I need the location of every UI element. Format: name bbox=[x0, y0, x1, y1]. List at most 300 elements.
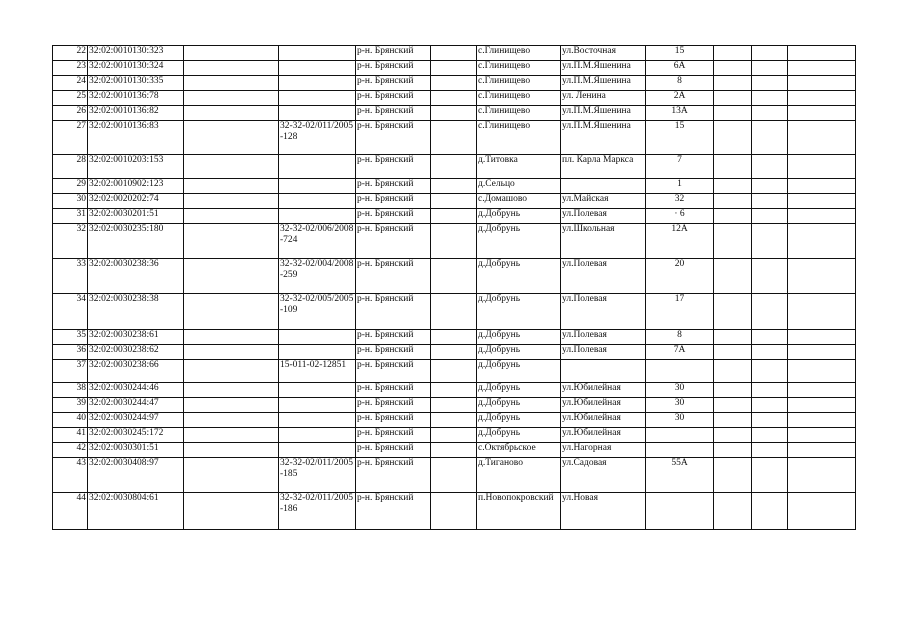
settlement-cell: с.Глинищево bbox=[477, 91, 561, 106]
blank-cell-cell bbox=[184, 294, 279, 330]
row-number-cell: 27 bbox=[53, 121, 88, 155]
settlement-cell: с.Глинищево bbox=[477, 106, 561, 121]
settlement-cell: с.Глинищево bbox=[477, 76, 561, 91]
blank-cell-cell bbox=[714, 155, 752, 179]
cadastral-number-cell: 32:02:0020202:74 bbox=[88, 194, 184, 209]
blank-cell-cell bbox=[714, 493, 752, 530]
house-number-cell: 30 bbox=[646, 413, 714, 428]
table-row bbox=[53, 76, 856, 91]
cadastral-number-cell: 32:02:0030245:172 bbox=[88, 428, 184, 443]
cadastral-number-cell: 32:02:0030244:47 bbox=[88, 398, 184, 413]
blank-cell-cell bbox=[788, 209, 856, 224]
row-number-cell: 34 bbox=[53, 294, 88, 330]
blank-cell-cell bbox=[184, 155, 279, 179]
blank-cell-cell bbox=[714, 259, 752, 294]
street-cell: ул.П.М.Яшенина bbox=[561, 76, 646, 91]
blank-cell-cell bbox=[431, 428, 477, 443]
blank-cell-cell bbox=[431, 209, 477, 224]
row-number-cell: 22 bbox=[53, 46, 88, 61]
registration-number-cell bbox=[279, 194, 356, 209]
cadastral-number-cell: 32:02:0010902:123 bbox=[88, 179, 184, 194]
blank-cell-cell bbox=[714, 383, 752, 398]
table-row bbox=[53, 330, 856, 345]
registration-number-cell bbox=[279, 413, 356, 428]
registration-number-cell bbox=[279, 383, 356, 398]
blank-cell-cell bbox=[788, 155, 856, 179]
registration-number-cell: 32-32-02/004/2008-259 bbox=[279, 259, 356, 294]
blank-cell-cell bbox=[788, 428, 856, 443]
street-cell: ул.П.М.Яшенина bbox=[561, 121, 646, 155]
blank-cell-cell bbox=[184, 46, 279, 61]
house-number-cell: 8 bbox=[646, 330, 714, 345]
blank-cell-cell bbox=[431, 330, 477, 345]
house-number-cell: 55А bbox=[646, 458, 714, 493]
row-number-cell: 33 bbox=[53, 259, 88, 294]
district-cell: р-н. Брянский bbox=[356, 360, 431, 383]
blank-cell-cell bbox=[184, 209, 279, 224]
blank-cell-cell bbox=[714, 76, 752, 91]
row-number-cell: 23 bbox=[53, 61, 88, 76]
street-cell: ул.Юбилейная bbox=[561, 428, 646, 443]
blank-cell-cell bbox=[788, 398, 856, 413]
blank-cell-cell bbox=[184, 91, 279, 106]
house-number-cell: 8 bbox=[646, 76, 714, 91]
blank-cell-cell bbox=[752, 106, 788, 121]
row-number-cell: 44 bbox=[53, 493, 88, 530]
street-cell: ул.П.М.Яшенина bbox=[561, 61, 646, 76]
district-cell: р-н. Брянский bbox=[356, 443, 431, 458]
street-cell bbox=[561, 179, 646, 194]
blank-cell-cell bbox=[752, 224, 788, 259]
blank-cell-cell bbox=[184, 443, 279, 458]
house-number-cell: 30 bbox=[646, 398, 714, 413]
blank-cell-cell bbox=[714, 61, 752, 76]
blank-cell-cell bbox=[714, 46, 752, 61]
blank-cell-cell bbox=[714, 360, 752, 383]
blank-cell-cell bbox=[788, 294, 856, 330]
table-row bbox=[53, 121, 856, 155]
house-number-cell: 7 bbox=[646, 155, 714, 179]
house-number-cell: 1 bbox=[646, 179, 714, 194]
blank-cell-cell bbox=[431, 91, 477, 106]
street-cell bbox=[561, 360, 646, 383]
table-row bbox=[53, 458, 856, 493]
blank-cell-cell bbox=[184, 458, 279, 493]
blank-cell-cell bbox=[431, 155, 477, 179]
settlement-cell: с.Глинищево bbox=[477, 121, 561, 155]
table-row bbox=[53, 46, 856, 61]
blank-cell-cell bbox=[788, 493, 856, 530]
blank-cell-cell bbox=[431, 224, 477, 259]
blank-cell-cell bbox=[184, 179, 279, 194]
cadastral-number-cell: 32:02:0030244:46 bbox=[88, 383, 184, 398]
registration-number-cell: 32-32-02/005/2005-109 bbox=[279, 294, 356, 330]
blank-cell-cell bbox=[788, 121, 856, 155]
blank-cell-cell bbox=[184, 360, 279, 383]
district-cell: р-н. Брянский bbox=[356, 76, 431, 91]
blank-cell-cell bbox=[431, 179, 477, 194]
table-row bbox=[53, 294, 856, 330]
blank-cell-cell bbox=[714, 91, 752, 106]
row-number-cell: 31 bbox=[53, 209, 88, 224]
settlement-cell: д.Тиганово bbox=[477, 458, 561, 493]
blank-cell-cell bbox=[714, 106, 752, 121]
settlement-cell: д.Сельцо bbox=[477, 179, 561, 194]
street-cell: ул.Нагорная bbox=[561, 443, 646, 458]
blank-cell-cell bbox=[184, 398, 279, 413]
blank-cell-cell bbox=[752, 330, 788, 345]
settlement-cell: с.Октябрьское bbox=[477, 443, 561, 458]
table-row bbox=[53, 428, 856, 443]
cadastral-number-cell: 32:02:0030804:61 bbox=[88, 493, 184, 530]
street-cell: ул.Полевая bbox=[561, 345, 646, 360]
table-body bbox=[53, 46, 856, 530]
house-number-cell: 7А bbox=[646, 345, 714, 360]
blank-cell-cell bbox=[752, 194, 788, 209]
blank-cell-cell bbox=[431, 121, 477, 155]
blank-cell-cell bbox=[714, 294, 752, 330]
cadastral-number-cell: 32:02:0030238:36 bbox=[88, 259, 184, 294]
house-number-cell: 13А bbox=[646, 106, 714, 121]
blank-cell-cell bbox=[431, 360, 477, 383]
blank-cell-cell bbox=[788, 259, 856, 294]
district-cell: р-н. Брянский bbox=[356, 61, 431, 76]
house-number-cell: 32 bbox=[646, 194, 714, 209]
blank-cell-cell bbox=[184, 330, 279, 345]
house-number-cell bbox=[646, 493, 714, 530]
blank-cell-cell bbox=[431, 76, 477, 91]
street-cell: ул.Полевая bbox=[561, 330, 646, 345]
settlement-cell: д.Титовка bbox=[477, 155, 561, 179]
table-row bbox=[53, 345, 856, 360]
blank-cell-cell bbox=[184, 413, 279, 428]
registration-number-cell bbox=[279, 428, 356, 443]
blank-cell-cell bbox=[714, 121, 752, 155]
blank-cell-cell bbox=[752, 345, 788, 360]
blank-cell-cell bbox=[788, 46, 856, 61]
row-number-cell: 29 bbox=[53, 179, 88, 194]
registration-number-cell bbox=[279, 61, 356, 76]
property-registry-table bbox=[52, 45, 856, 530]
blank-cell-cell bbox=[752, 294, 788, 330]
blank-cell-cell bbox=[431, 398, 477, 413]
cadastral-number-cell: 32:02:0010136:82 bbox=[88, 106, 184, 121]
settlement-cell: д.Добрунь bbox=[477, 209, 561, 224]
blank-cell-cell bbox=[184, 345, 279, 360]
district-cell: р-н. Брянский bbox=[356, 224, 431, 259]
blank-cell-cell bbox=[752, 428, 788, 443]
table-row bbox=[53, 194, 856, 209]
house-number-cell: 17 bbox=[646, 294, 714, 330]
district-cell: р-н. Брянский bbox=[356, 46, 431, 61]
blank-cell-cell bbox=[184, 428, 279, 443]
settlement-cell: д.Добрунь bbox=[477, 428, 561, 443]
cadastral-number-cell: 32:02:0010130:323 bbox=[88, 46, 184, 61]
table-row bbox=[53, 259, 856, 294]
row-number-cell: 38 bbox=[53, 383, 88, 398]
settlement-cell: п.Новопокровский bbox=[477, 493, 561, 530]
cadastral-number-cell: 32:02:0010130:324 bbox=[88, 61, 184, 76]
row-number-cell: 26 bbox=[53, 106, 88, 121]
row-number-cell: 41 bbox=[53, 428, 88, 443]
house-number-cell: 30 bbox=[646, 383, 714, 398]
district-cell: р-н. Брянский bbox=[356, 428, 431, 443]
street-cell: ул.Полевая bbox=[561, 294, 646, 330]
blank-cell-cell bbox=[431, 106, 477, 121]
registration-number-cell: 32-32-02/011/2005-185 bbox=[279, 458, 356, 493]
street-cell: ул.Полевая bbox=[561, 259, 646, 294]
table-row bbox=[53, 209, 856, 224]
street-cell: ул.Новая bbox=[561, 493, 646, 530]
settlement-cell: д.Добрунь bbox=[477, 330, 561, 345]
row-number-cell: 42 bbox=[53, 443, 88, 458]
row-number-cell: 43 bbox=[53, 458, 88, 493]
registration-number-cell: 15-011-02-12851 bbox=[279, 360, 356, 383]
blank-cell-cell bbox=[788, 224, 856, 259]
district-cell: р-н. Брянский bbox=[356, 91, 431, 106]
cadastral-number-cell: 32:02:0030238:61 bbox=[88, 330, 184, 345]
blank-cell-cell bbox=[788, 106, 856, 121]
district-cell: р-н. Брянский bbox=[356, 294, 431, 330]
table-row bbox=[53, 413, 856, 428]
registration-number-cell bbox=[279, 155, 356, 179]
district-cell: р-н. Брянский bbox=[356, 493, 431, 530]
settlement-cell: с.Домашово bbox=[477, 194, 561, 209]
blank-cell-cell bbox=[788, 330, 856, 345]
blank-cell-cell bbox=[788, 413, 856, 428]
registration-number-cell bbox=[279, 398, 356, 413]
blank-cell-cell bbox=[184, 76, 279, 91]
blank-cell-cell bbox=[431, 61, 477, 76]
blank-cell-cell bbox=[431, 194, 477, 209]
district-cell: р-н. Брянский bbox=[356, 209, 431, 224]
blank-cell-cell bbox=[788, 360, 856, 383]
blank-cell-cell bbox=[752, 46, 788, 61]
settlement-cell: д.Добрунь bbox=[477, 259, 561, 294]
house-number-cell: 6А bbox=[646, 61, 714, 76]
blank-cell-cell bbox=[788, 76, 856, 91]
row-number-cell: 32 bbox=[53, 224, 88, 259]
settlement-cell: д.Добрунь bbox=[477, 360, 561, 383]
house-number-cell: 12А bbox=[646, 224, 714, 259]
settlement-cell: д.Добрунь bbox=[477, 413, 561, 428]
street-cell: ул.Юбилейная bbox=[561, 383, 646, 398]
blank-cell-cell bbox=[184, 121, 279, 155]
blank-cell-cell bbox=[752, 259, 788, 294]
blank-cell-cell bbox=[184, 224, 279, 259]
blank-cell-cell bbox=[788, 443, 856, 458]
registration-number-cell bbox=[279, 46, 356, 61]
street-cell: ул.Садовая bbox=[561, 458, 646, 493]
blank-cell-cell bbox=[752, 209, 788, 224]
cadastral-number-cell: 32:02:0030244:97 bbox=[88, 413, 184, 428]
table-row bbox=[53, 493, 856, 530]
street-cell: ул.Юбилейная bbox=[561, 413, 646, 428]
house-number-cell bbox=[646, 443, 714, 458]
district-cell: р-н. Брянский bbox=[356, 121, 431, 155]
blank-cell-cell bbox=[184, 61, 279, 76]
registration-number-cell bbox=[279, 76, 356, 91]
table-row bbox=[53, 443, 856, 458]
row-number-cell: 36 bbox=[53, 345, 88, 360]
settlement-cell: д.Добрунь bbox=[477, 383, 561, 398]
blank-cell-cell bbox=[752, 360, 788, 383]
street-cell: ул. Ленина bbox=[561, 91, 646, 106]
row-number-cell: 24 bbox=[53, 76, 88, 91]
blank-cell-cell bbox=[184, 106, 279, 121]
table-row bbox=[53, 179, 856, 194]
blank-cell-cell bbox=[752, 493, 788, 530]
blank-cell-cell bbox=[752, 458, 788, 493]
blank-cell-cell bbox=[431, 46, 477, 61]
street-cell: пл. Карла Маркса bbox=[561, 155, 646, 179]
row-number-cell: 35 bbox=[53, 330, 88, 345]
district-cell: р-н. Брянский bbox=[356, 155, 431, 179]
table-row bbox=[53, 224, 856, 259]
blank-cell-cell bbox=[431, 259, 477, 294]
cadastral-number-cell: 32:02:0030238:38 bbox=[88, 294, 184, 330]
blank-cell-cell bbox=[714, 345, 752, 360]
row-number-cell: 28 bbox=[53, 155, 88, 179]
blank-cell-cell bbox=[788, 458, 856, 493]
registration-number-cell bbox=[279, 209, 356, 224]
blank-cell-cell bbox=[714, 209, 752, 224]
blank-cell-cell bbox=[714, 428, 752, 443]
blank-cell-cell bbox=[714, 224, 752, 259]
district-cell: р-н. Брянский bbox=[356, 106, 431, 121]
registration-number-cell bbox=[279, 345, 356, 360]
cadastral-number-cell: 32:02:0010203:153 bbox=[88, 155, 184, 179]
table-row bbox=[53, 155, 856, 179]
district-cell: р-н. Брянский bbox=[356, 259, 431, 294]
settlement-cell: с.Глинищево bbox=[477, 61, 561, 76]
blank-cell-cell bbox=[431, 458, 477, 493]
cadastral-number-cell: 32:02:0030408:97 bbox=[88, 458, 184, 493]
blank-cell-cell bbox=[788, 91, 856, 106]
blank-cell-cell bbox=[752, 76, 788, 91]
district-cell: р-н. Брянский bbox=[356, 383, 431, 398]
row-number-cell: 25 bbox=[53, 91, 88, 106]
blank-cell-cell bbox=[752, 443, 788, 458]
district-cell: р-н. Брянский bbox=[356, 458, 431, 493]
house-number-cell bbox=[646, 428, 714, 443]
cadastral-number-cell: 32:02:0030238:62 bbox=[88, 345, 184, 360]
table-row bbox=[53, 398, 856, 413]
blank-cell-cell bbox=[714, 398, 752, 413]
cadastral-number-cell: 32:02:0030301:51 bbox=[88, 443, 184, 458]
blank-cell-cell bbox=[431, 413, 477, 428]
blank-cell-cell bbox=[431, 383, 477, 398]
district-cell: р-н. Брянский bbox=[356, 194, 431, 209]
blank-cell-cell bbox=[431, 493, 477, 530]
district-cell: р-н. Брянский bbox=[356, 413, 431, 428]
street-cell: ул.Майская bbox=[561, 194, 646, 209]
house-number-cell: 15 bbox=[646, 121, 714, 155]
registration-number-cell bbox=[279, 330, 356, 345]
blank-cell-cell bbox=[431, 443, 477, 458]
blank-cell-cell bbox=[752, 121, 788, 155]
street-cell: ул.Школьная bbox=[561, 224, 646, 259]
cadastral-number-cell: 32:02:0030201:51 bbox=[88, 209, 184, 224]
blank-cell-cell bbox=[752, 155, 788, 179]
row-number-cell: 30 bbox=[53, 194, 88, 209]
table-row bbox=[53, 360, 856, 383]
district-cell: р-н. Брянский bbox=[356, 345, 431, 360]
house-number-cell: 2А bbox=[646, 91, 714, 106]
street-cell: ул.Полевая bbox=[561, 209, 646, 224]
blank-cell-cell bbox=[714, 330, 752, 345]
street-cell: ул.П.М.Яшенина bbox=[561, 106, 646, 121]
row-number-cell: 39 bbox=[53, 398, 88, 413]
blank-cell-cell bbox=[714, 458, 752, 493]
blank-cell-cell bbox=[752, 91, 788, 106]
settlement-cell: д.Добрунь bbox=[477, 398, 561, 413]
cadastral-number-cell: 32:02:0010130:335 bbox=[88, 76, 184, 91]
settlement-cell: д.Добрунь bbox=[477, 294, 561, 330]
blank-cell-cell bbox=[714, 194, 752, 209]
row-number-cell: 37 bbox=[53, 360, 88, 383]
table-row bbox=[53, 91, 856, 106]
blank-cell-cell bbox=[788, 179, 856, 194]
registration-number-cell: 32-32-02/011/2005-128 bbox=[279, 121, 356, 155]
blank-cell-cell bbox=[184, 259, 279, 294]
row-number-cell: 40 bbox=[53, 413, 88, 428]
registration-number-cell bbox=[279, 179, 356, 194]
blank-cell-cell bbox=[752, 61, 788, 76]
registration-number-cell bbox=[279, 106, 356, 121]
house-number-cell bbox=[646, 360, 714, 383]
district-cell: р-н. Брянский bbox=[356, 330, 431, 345]
street-cell: ул.Юбилейная bbox=[561, 398, 646, 413]
blank-cell-cell bbox=[788, 345, 856, 360]
blank-cell-cell bbox=[184, 383, 279, 398]
house-number-cell: · 6 bbox=[646, 209, 714, 224]
blank-cell-cell bbox=[714, 413, 752, 428]
table-row bbox=[53, 61, 856, 76]
blank-cell-cell bbox=[431, 294, 477, 330]
settlement-cell: д.Добрунь bbox=[477, 224, 561, 259]
street-cell: ул.Восточная bbox=[561, 46, 646, 61]
blank-cell-cell bbox=[752, 383, 788, 398]
registration-number-cell bbox=[279, 91, 356, 106]
house-number-cell: 15 bbox=[646, 46, 714, 61]
blank-cell-cell bbox=[788, 194, 856, 209]
blank-cell-cell bbox=[431, 345, 477, 360]
district-cell: р-н. Брянский bbox=[356, 398, 431, 413]
registration-number-cell bbox=[279, 443, 356, 458]
district-cell: р-н. Брянский bbox=[356, 179, 431, 194]
settlement-cell: с.Глинищево bbox=[477, 46, 561, 61]
registration-number-cell: 32-32-02/006/2008-724 bbox=[279, 224, 356, 259]
cadastral-number-cell: 32:02:0030235:180 bbox=[88, 224, 184, 259]
table-row bbox=[53, 106, 856, 121]
blank-cell-cell bbox=[788, 61, 856, 76]
blank-cell-cell bbox=[714, 443, 752, 458]
blank-cell-cell bbox=[752, 179, 788, 194]
house-number-cell: 20 bbox=[646, 259, 714, 294]
table-row bbox=[53, 383, 856, 398]
cadastral-number-cell: 32:02:0010136:83 bbox=[88, 121, 184, 155]
registration-number-cell: 32-32-02/011/2005-186 bbox=[279, 493, 356, 530]
blank-cell-cell bbox=[184, 493, 279, 530]
cadastral-number-cell: 32:02:0030238:66 bbox=[88, 360, 184, 383]
blank-cell-cell bbox=[714, 179, 752, 194]
blank-cell-cell bbox=[752, 413, 788, 428]
cadastral-number-cell: 32:02:0010136:78 bbox=[88, 91, 184, 106]
settlement-cell: д.Добрунь bbox=[477, 345, 561, 360]
blank-cell-cell bbox=[752, 398, 788, 413]
blank-cell-cell bbox=[184, 194, 279, 209]
